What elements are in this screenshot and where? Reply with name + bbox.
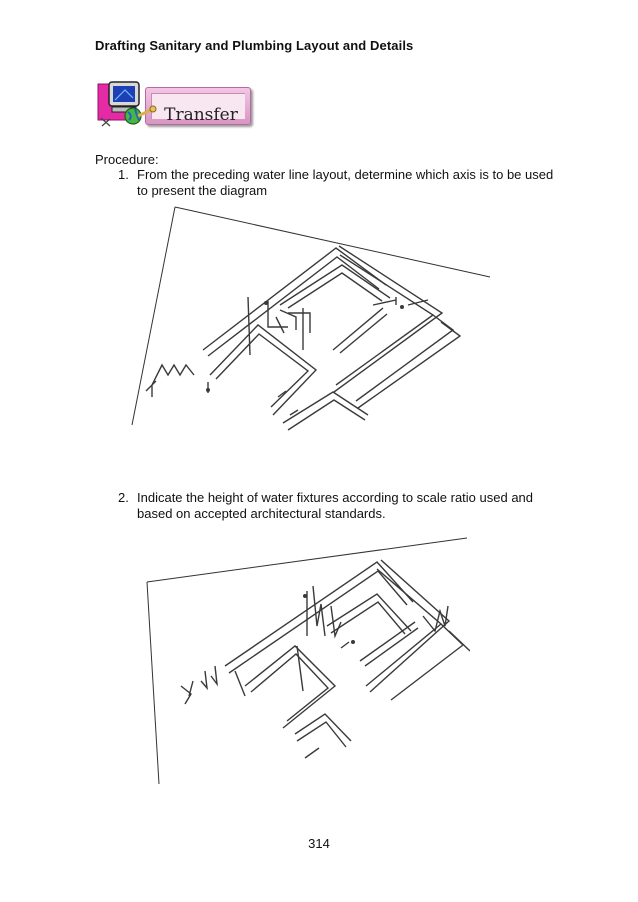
step-text: Indicate the height of water fixtures according to scale ratio used and based on accepted architectural standards.	[137, 490, 534, 521]
page-header-title: Drafting Sanitary and Plumbing Layout and Details	[95, 38, 414, 53]
water-line-layout-figure-2	[145, 536, 470, 808]
banner-label: Transfer	[164, 105, 238, 122]
computer-icon	[95, 78, 157, 130]
water-line-layout-figure-1	[128, 205, 493, 480]
step-text: From the preceding water line layout, determine which axis is to be used to present the diagram	[137, 167, 554, 198]
page-number: 314	[308, 836, 330, 851]
step-number: 1.	[118, 167, 129, 182]
procedure-label: Procedure:	[95, 152, 159, 167]
step-number: 2.	[118, 490, 129, 505]
transfer-banner	[95, 78, 255, 130]
